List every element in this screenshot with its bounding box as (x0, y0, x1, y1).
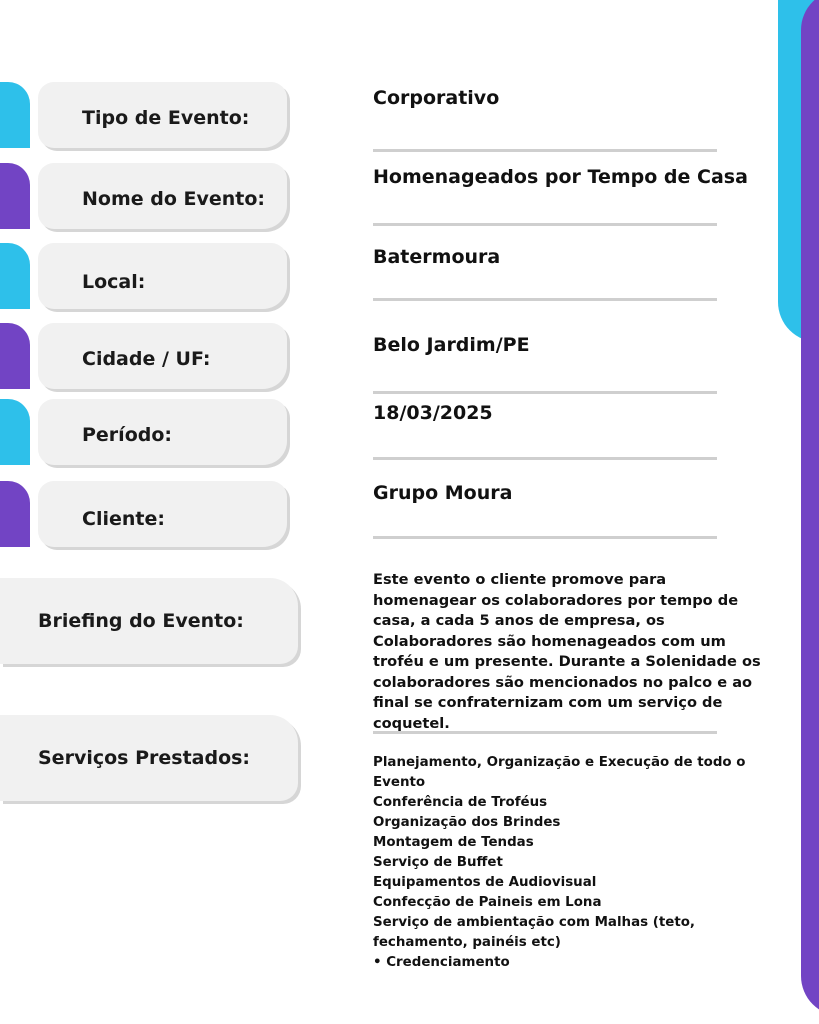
row-tab-3 (0, 243, 30, 309)
label-local (38, 243, 287, 309)
label-periodo (38, 399, 287, 465)
value-cidade-uf: Belo Jardim/PE (373, 334, 530, 356)
label-cidade-uf (38, 323, 287, 389)
list-item: • Credenciamento (373, 955, 510, 970)
value-cliente: Grupo Moura (373, 482, 513, 504)
row-tab-5 (0, 399, 30, 465)
divider (373, 536, 717, 539)
label-text: Nome do Evento: (82, 188, 266, 210)
divider (373, 731, 717, 734)
divider (373, 298, 717, 301)
label-briefing (0, 578, 298, 664)
value-periodo: 18/03/2025 (373, 402, 493, 424)
label-text: Serviços Prestados: (38, 747, 251, 769)
label-text: Cliente: (82, 508, 165, 530)
value-tipo-evento: Corporativo (373, 87, 500, 109)
divider (373, 149, 717, 152)
label-nome-evento (38, 163, 287, 229)
label-text: Tipo de Evento: (82, 107, 250, 129)
services-list (373, 753, 763, 973)
value-nome-evento: Homenageados por Tempo de Casa (373, 166, 748, 188)
label-tipo-evento (38, 82, 287, 148)
row-tab-1 (0, 82, 30, 148)
label-text: Cidade / UF: (82, 348, 211, 370)
label-text: Período: (82, 424, 172, 446)
row-tab-4 (0, 323, 30, 389)
label-text: Briefing do Evento: (38, 610, 244, 632)
row-tab-6 (0, 481, 30, 547)
label-servicos (0, 715, 298, 801)
list-item: Planejamento, Organização e Execução de todo o Evento (373, 755, 746, 790)
value-local: Batermoura (373, 246, 501, 268)
label-text: Local: (82, 271, 146, 293)
divider (373, 223, 717, 226)
divider (373, 391, 717, 394)
list-item: Serviço de Buffet (373, 855, 503, 870)
list-item: Equipamentos de Audiovisual (373, 875, 597, 890)
briefing-text: Este evento o cliente promove para homenagear os colaboradores por tempo de casa, a cada 5 anos de empresa, os Colaboradores são homenageados com um troféu e um presente. Durante a Solenidade os colaboradores são mencionados no palco e ao final se confraternizam com um serviço de coquetel. (373, 571, 761, 732)
list-item: Organização dos Brindes (373, 815, 561, 830)
divider (373, 457, 717, 460)
list-item: Conferência de Troféus (373, 795, 548, 810)
list-item: Montagem de Tendas (373, 835, 534, 850)
list-item: Confecção de Paineis em Lona (373, 895, 602, 910)
right-accent-purple (801, 0, 819, 1016)
list-item: Serviço de ambientação com Malhas (teto, fechamento, painéis etc) (373, 915, 696, 950)
label-cliente (38, 481, 287, 547)
row-tab-2 (0, 163, 30, 229)
